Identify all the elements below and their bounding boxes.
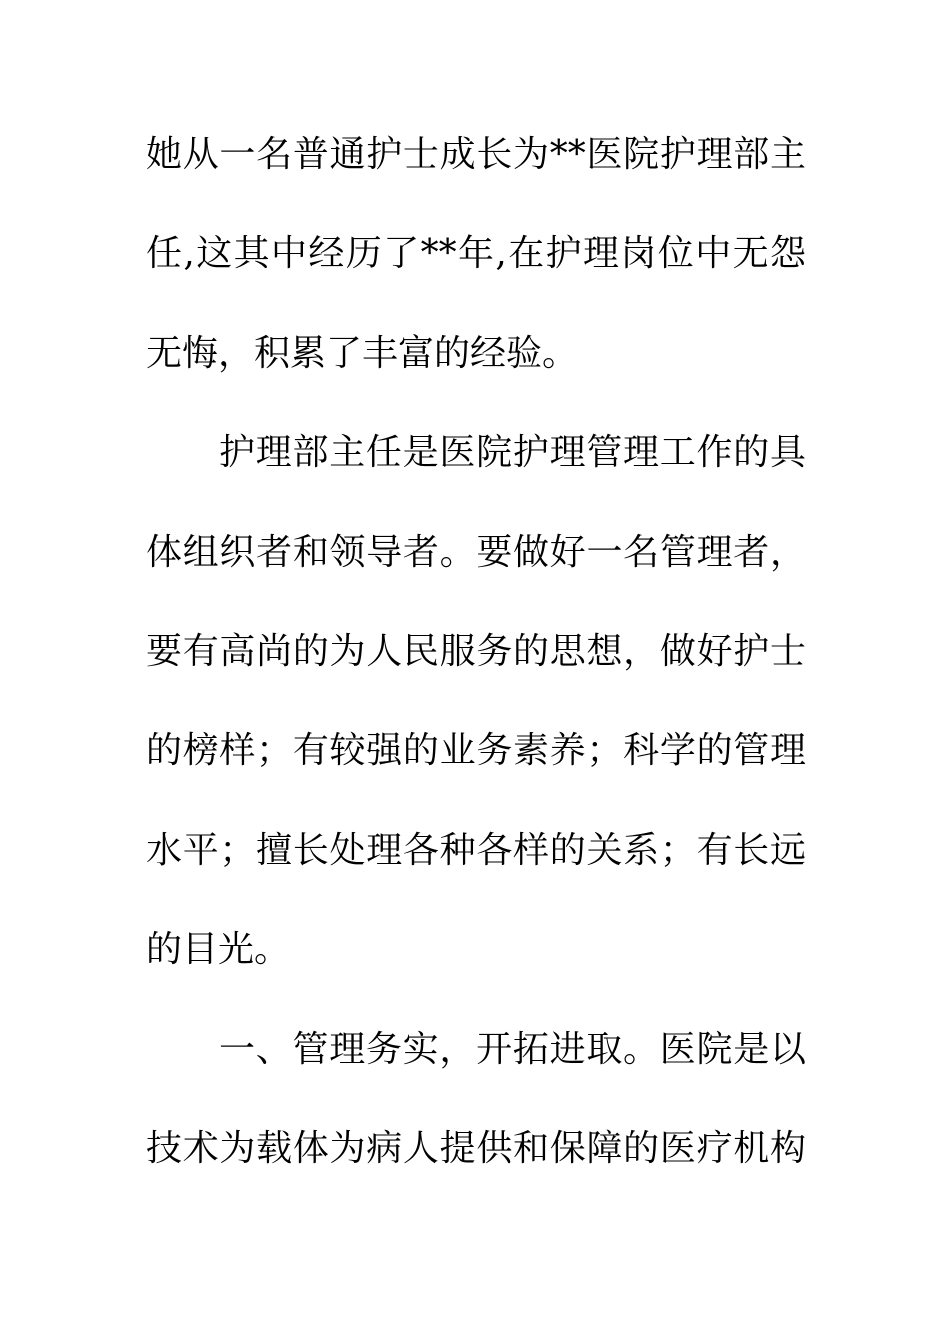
paragraph-first-line: 一、管理务实，开拓进取。医院是以 — [219, 1028, 806, 1070]
text-line: 水平；擅长处理各种各样的关系；有长远 — [146, 829, 806, 871]
text-line: 技术为载体为病人提供和保障的医疗机构 — [146, 1127, 806, 1169]
text-line: 任,这其中经历了**年,在护理岗位中无怨 — [146, 233, 806, 275]
text-line: 要有高尚的为人民服务的思想，做好护士 — [146, 630, 806, 672]
text-line: 无悔，积累了丰富的经验。 — [146, 332, 579, 374]
text-line: 体组织者和领导者。要做好一名管理者， — [146, 531, 806, 573]
document-body — [146, 125, 806, 1218]
text-line: 的榜样；有较强的业务素养；科学的管理 — [146, 730, 806, 772]
text-line: 她从一名普通护士成长为**医院护理部主 — [146, 134, 806, 175]
paragraph-first-line: 护理部主任是医院护理管理工作的具 — [219, 432, 806, 474]
text-line: 的目光。 — [146, 929, 291, 971]
